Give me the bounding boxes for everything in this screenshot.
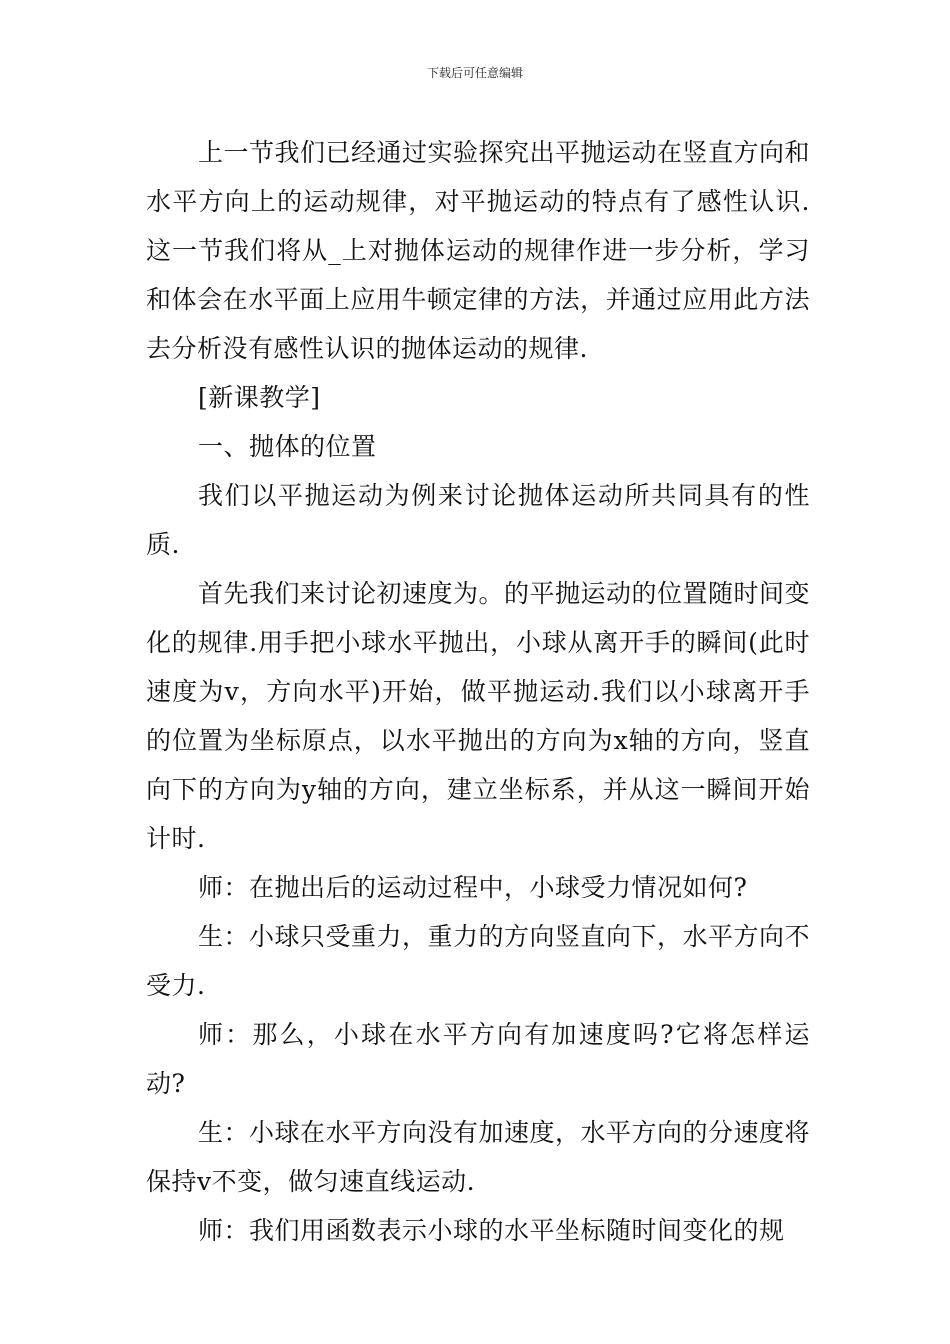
dialogue-student-1: 生：小球只受重力，重力的方向竖直向下，水平方向不受力. [146,922,811,1000]
dialogue-teacher-1: 师：在抛出后的运动过程中，小球受力情况如何? [198,873,748,902]
paragraph-coordinate-setup: 首先我们来讨论初速度为。的平抛运动的位置随时间变化的规律.用手把小球水平抛出，小球从离开手的瞬间(此时速度为v，方向水平)开始，做平抛运动.我们以小球离开手的位置为坐标原点，以水平抛出的方向为x轴的方向，竖直向下的方向为y轴的方向，建立坐标系，并从这一瞬间开始计时. [146,579,811,853]
dialogue-teacher-2: 师：那么，小球在水平方向有加速度吗?它将怎样运动? [146,1020,810,1098]
document-body [146,128,810,1255]
section-heading-projectile-position: 一、抛体的位置 [198,432,377,461]
page-header: 下载后可任意编辑 [426,66,523,80]
paragraph-discussion-intro: 我们以平抛运动为例来讨论抛体运动所共同具有的性质. [146,481,810,559]
dialogue-student-2: 生：小球在水平方向没有加速度，水平方向的分速度将保持v不变，做匀速直线运动. [146,1118,811,1196]
dialogue-teacher-3: 师：我们用函数表示小球的水平坐标随时间变化的规 [198,1216,785,1245]
section-label-new-lesson: [新课教学] [198,383,321,412]
intro-paragraph: 上一节我们已经通过实验探究出平抛运动在竖直方向和水平方向上的运动规律，对平抛运动的特点有了感性认识.这一节我们将从_上对抛体运动的规律作进一步分析，学习和体会在水平面上应用牛顿定律的方法，并通过应用此方法去分析没有感性认识的抛体运动的规律. [146,138,811,363]
